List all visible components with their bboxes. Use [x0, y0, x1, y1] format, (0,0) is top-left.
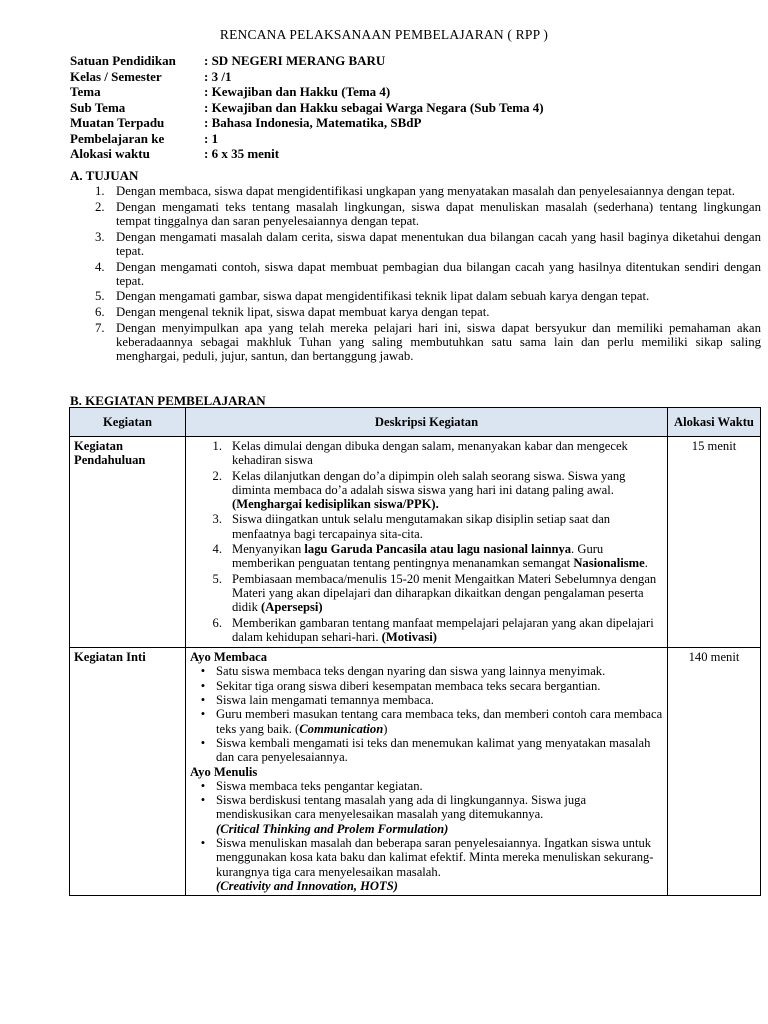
item-text: Siswa membaca teks pengantar kegiatan.: [216, 778, 423, 793]
item-text: Pembiasaan membaca/menulis 15-20 menit Mengaitkan Materi Sebelumnya dengan Materi yang akan dipelajari dan diharapkan dikaitkan dengan pengalaman peserta didik: [232, 571, 657, 615]
item-number: 3.: [212, 512, 222, 527]
item-text: Dengan mengamati contoh, siswa dapat membuat pembagian dua bilangan cacah yang hasilnya ditentukan sendiri dengan tepat.: [116, 259, 761, 288]
list-item: [190, 439, 663, 468]
list-item: [190, 836, 663, 879]
item-text: Siswa kembali mengamati isi teks dan menemukan kalimat yang menyatakan masalah dan cara penyelesaiannya.: [216, 735, 651, 765]
info-row: [70, 115, 544, 131]
list-item: [190, 572, 663, 615]
item-text-cont: . Guru memberikan penguatan tentang pentingnya menanamkan semangat: [232, 542, 604, 571]
item-number: 7.: [95, 320, 105, 335]
item-text: Siswa berdiskusi tentang masalah yang ada di lingkungannya. Siswa juga mendiskusikan cara menyelesaikan masalah yang ditemukannya.: [216, 793, 587, 822]
item-number: 5.: [95, 289, 105, 304]
kegiatan-description: [186, 437, 668, 648]
bullet-icon: •: [200, 664, 206, 679]
alokasi-waktu: 15 menit: [668, 437, 761, 648]
menulis-list: [190, 779, 663, 822]
item-number: 2.: [212, 468, 222, 483]
section-heading-tujuan: A. TUJUAN: [70, 168, 139, 183]
info-value: : Kewajiban dan Hakku (Tema 4): [204, 84, 391, 99]
list-item: [95, 305, 761, 319]
list-item: [190, 664, 663, 678]
list-item: [190, 679, 663, 693]
info-label: Sub Tema: [70, 99, 126, 115]
list-item: [95, 200, 761, 228]
item-text: Siswa lain mengamati temannya membaca.: [216, 693, 434, 708]
bullet-icon: •: [200, 678, 206, 693]
item-text: Kelas dilanjutkan dengan do’a dipimpin oleh salah seorang siswa. Siswa yang diminta membaca do’a adalah siswa siswa yang hari ini datang paling awal.: [232, 468, 626, 497]
item-number: 4.: [212, 542, 222, 557]
list-item: [95, 184, 761, 198]
item-emphasis: Communication: [299, 721, 384, 736]
list-item: [190, 779, 663, 793]
info-value: : 3 /1: [204, 68, 232, 84]
item-text: Memberikan gambaran tentang manfaat mempelajari pelajaran yang akan dipelajari dalam kehidupan sehari-hari.: [232, 615, 654, 644]
item-text: Dengan menyimpulkan apa yang telah mereka pelajari hari ini, siswa dapat bersyukur dan memiliki pemahaman akan keberadaannya sebagai makhluk Tuhan yang saling membutuhkan satu sama lain dan perlu memiliki sikap saling menghargai, peduli, jujur, santun, dan bertanggung jawab.: [116, 320, 761, 364]
bullet-icon: •: [200, 836, 206, 851]
column-header: Deskripsi Kegiatan: [186, 408, 668, 437]
table-row: [70, 437, 761, 648]
info-label: Pembelajaran ke: [70, 130, 165, 146]
item-number: 6.: [95, 305, 105, 320]
table-row: [70, 648, 761, 896]
list-item: [190, 469, 663, 512]
bullet-icon: •: [200, 707, 206, 722]
subheading-ayo-menulis: Ayo Menulis: [190, 764, 258, 779]
item-number: 6.: [212, 615, 222, 630]
item-number: 2.: [95, 199, 105, 214]
tujuan-list: [95, 184, 761, 365]
item-number: 1.: [212, 439, 222, 453]
column-header: Kegiatan: [70, 408, 186, 437]
bullet-icon: •: [200, 778, 206, 793]
list-item: [190, 542, 663, 571]
item-text: Dengan mengamati gambar, siswa dapat mengidentifikasi teknik lipat dalam sebuah karya dengan tepat.: [116, 289, 650, 304]
item-text-end: ): [383, 721, 388, 736]
item-text: Dengan mengenal teknik lipat, siswa dapat membuat karya dengan tepat.: [116, 305, 490, 320]
list-item: [190, 793, 663, 822]
item-text: Sekitar tiga orang siswa diberi kesempatan membaca teks secara bergantian.: [216, 678, 601, 693]
list-item: [95, 260, 761, 288]
item-text-end: .: [644, 556, 648, 571]
info-value: : 1: [204, 130, 219, 146]
item-text: Siswa menuliskan masalah dan beberapa saran penyelesaiannya. Ingatkan siswa untuk menggunakan kosa kata baku dan kalimat efektif. Minta mereka menuliskan sekurang-kurangnya tiga cara menyelesaikan masalah.: [216, 836, 654, 879]
list-item: [190, 693, 663, 707]
item-number: 3.: [95, 229, 105, 244]
item-text: Dengan membaca, siswa dapat mengidentifikasi ungkapan yang menyatakan masalah dan penyelesaiannya dengan tepat.: [116, 184, 735, 198]
skill-tag: (Critical Thinking and Prolem Formulation): [216, 821, 449, 836]
item-emphasis: (Menghargai kedisiplikan siswa/PPK).: [232, 497, 439, 512]
info-row: [70, 69, 544, 85]
list-item: [190, 616, 663, 645]
info-row: [70, 53, 544, 69]
list-item: [190, 707, 663, 736]
item-text: Dengan mengamati masalah dalam cerita, siswa dapat menentukan dua bilangan cacah yang hasil baginya diketahui dengan tepat.: [116, 229, 761, 258]
skill-tag: (Creativity and Innovation, HOTS): [216, 878, 398, 893]
kegiatan-name: Kegiatan Pendahuluan: [70, 437, 186, 648]
kegiatan-description: [186, 648, 668, 896]
list-item: [190, 512, 663, 541]
kegiatan-table: [69, 407, 761, 896]
item-emphasis: lagu Garuda Pancasila atau lagu nasional lainnya: [304, 542, 572, 557]
subheading-ayo-membaca: Ayo Membaca: [190, 650, 268, 665]
membaca-list: [190, 664, 663, 764]
item-emphasis: (Motivasi): [381, 629, 437, 644]
section-heading-kegiatan: B. KEGIATAN PEMBELAJARAN: [70, 393, 266, 408]
info-label: Muatan Terpadu: [70, 115, 165, 130]
item-text: Satu siswa membaca teks dengan nyaring dan siswa yang lainnya menyimak.: [216, 664, 606, 679]
bullet-icon: •: [200, 793, 206, 808]
item-text: Dengan mengamati teks tentang masalah lingkungan, siswa dapat menuliskan masalah (sederhana) tentang lingkungan tempat tinggalnya dan saran penyelesaiannya dengan tepat.: [116, 199, 761, 228]
info-value: : Kewajiban dan Hakku sebagai Warga Negara (Sub Tema 4): [204, 99, 544, 115]
identity-block: [70, 53, 544, 162]
list-item: [190, 736, 663, 765]
bullet-icon: •: [200, 693, 206, 708]
item-text: Kelas dimulai dengan dibuka dengan salam, menanyakan kabar dan mengecek kehadiran siswa: [232, 439, 628, 468]
info-row: [70, 146, 544, 162]
bullet-icon: •: [200, 735, 206, 750]
info-value: : SD NEGERI MERANG BARU: [204, 53, 386, 68]
alokasi-waktu: 140 menit: [668, 648, 761, 896]
info-row: [70, 131, 544, 147]
list-item: [95, 230, 761, 258]
steps-list: [190, 439, 663, 644]
menulis-list-cont: [190, 836, 663, 879]
item-number: 5.: [212, 571, 222, 586]
info-value: : Bahasa Indonesia, Matematika, SBdP: [204, 115, 422, 130]
info-label: Alokasi waktu: [70, 146, 150, 161]
item-emphasis: Nasionalisme: [573, 556, 645, 571]
item-emphasis: (Apersepsi): [261, 600, 323, 615]
info-label: Tema: [70, 84, 101, 99]
kegiatan-name: Kegiatan Inti: [70, 648, 186, 896]
list-item: [95, 321, 761, 364]
info-row: [70, 84, 544, 100]
item-text: Siswa diingatkan untuk selalu mengutamakan sikap disiplin setiap saat dan menfaatnya bagi tercapainya sita-cita.: [232, 512, 611, 541]
info-label: Kelas / Semester: [70, 68, 162, 84]
info-value: : 6 x 35 menit: [204, 146, 280, 161]
info-row: [70, 100, 544, 116]
item-number: 1.: [95, 184, 105, 198]
column-header: Alokasi Waktu: [668, 408, 761, 437]
item-text: Guru memberi masukan tentang cara membaca teks, dan memberi contoh cara membaca teks yang baik. (: [216, 707, 663, 736]
table-header-row: [70, 408, 761, 437]
info-label: Satuan Pendidikan: [70, 53, 176, 68]
list-item: [95, 289, 761, 303]
item-number: 4.: [95, 259, 105, 274]
item-text: Menyanyikan: [232, 542, 305, 557]
document-title: RENCANA PELAKSANAAN PEMBELAJARAN ( RPP ): [219, 27, 549, 42]
